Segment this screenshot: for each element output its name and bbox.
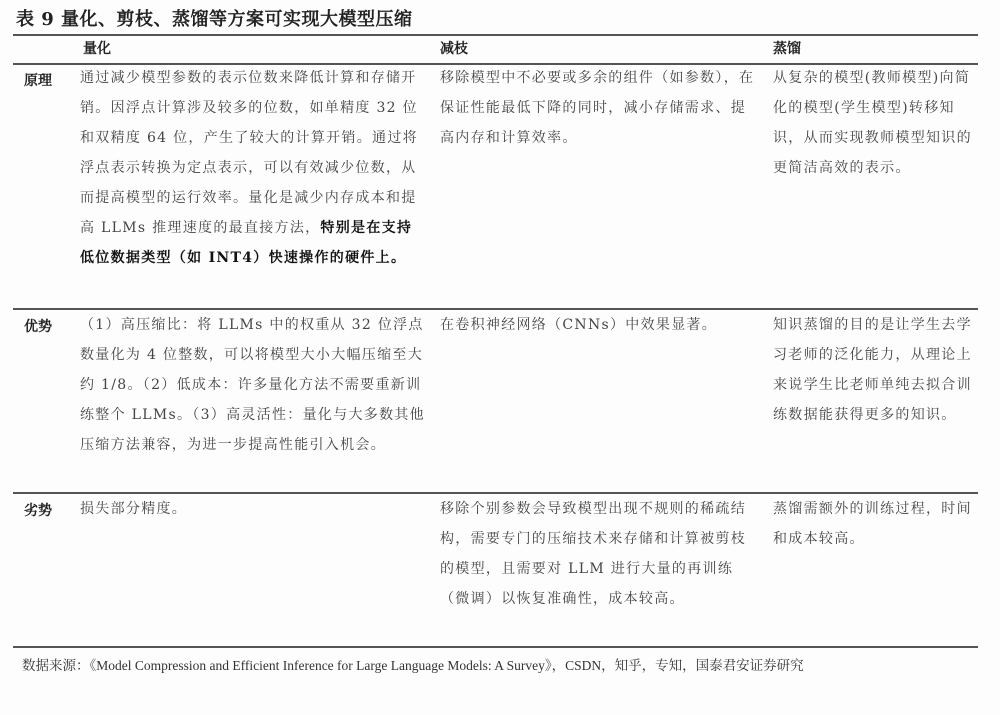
table-top-rule xyxy=(13,34,978,36)
cell-advantages-distillation: 知识蒸馏的目的是让学生去学习老师的泛化能力，从理论上来说学生比老师单纯去拟合训练数据能获得更多的知识。 xyxy=(773,317,972,423)
header-distillation: 蒸馏 xyxy=(773,41,801,57)
cell-disadvantages-distillation: 蒸馏需额外的训练过程，时间和成本较高。 xyxy=(773,501,972,547)
cell-advantages-pruning: 在卷积神经网络（CNNs）中效果显著。 xyxy=(440,317,718,333)
row-label-advantages: 优势 xyxy=(24,319,52,335)
data-source-note: 数据来源：《Model Compression and Efficient Inference for Large Language Models: A Survey》，CSDN，知乎，专知，国泰君安证券研究 xyxy=(22,658,804,673)
row-label-disadvantages: 劣势 xyxy=(24,503,52,519)
table-title: 表 9 量化、剪枝、蒸馏等方案可实现大模型压缩 xyxy=(16,9,413,30)
header-quantization: 量化 xyxy=(83,41,111,57)
row-label-principle: 原理 xyxy=(24,73,52,89)
table-bottom-rule xyxy=(13,646,978,648)
cell-principle-quantization xyxy=(80,63,425,273)
cell-principle-distillation: 从复杂的模型(教师模型)向简化的模型(学生模型)转移知识，从而实现教师模型知识的更简洁高效的表示。 xyxy=(773,70,972,176)
cell-bold-text: 特别是在支持低位数据类型（如 INT4）快速操作的硬件上。 xyxy=(80,220,413,266)
cell-disadvantages-quantization: 损失部分精度。 xyxy=(80,501,188,517)
cell-text: 通过减少模型参数的表示位数来降低计算和存储开销。因浮点计算涉及较多的位数，如单精度 32 位和双精度 64 位，产生了较大的计算开销。通过将浮点表示转换为定点表示，可以有效减少位数，从而提高模型的运行效率。量化是减少内存成本和提高 LLMs 推理速度的最直接方法， xyxy=(80,70,418,236)
cell-advantages-quantization: （1）高压缩比：将 LLMs 中的权重从 32 位浮点数量化为 4 位整数，可以将模型大小大幅压缩至大约 1/8。（2）低成本：许多量化方法不需要重新训练整个 LLMs。（3）高灵活性：量化与大多数其他压缩方法兼容，为进一步提高性能引入机会。 xyxy=(80,317,425,453)
cell-principle-pruning: 移除模型中不必要或多余的组件（如参数），在保证性能最低下降的同时，减小存储需求、提高内存和计算效率。 xyxy=(440,70,755,146)
header-pruning: 减枝 xyxy=(440,41,468,57)
cell-disadvantages-pruning: 移除个别参数会导致模型出现不规则的稀疏结构，需要专门的压缩技术来存储和计算被剪枝的模型，且需要对 LLM 进行大量的再训练（微调）以恢复准确性，成本较高。 xyxy=(440,501,746,607)
